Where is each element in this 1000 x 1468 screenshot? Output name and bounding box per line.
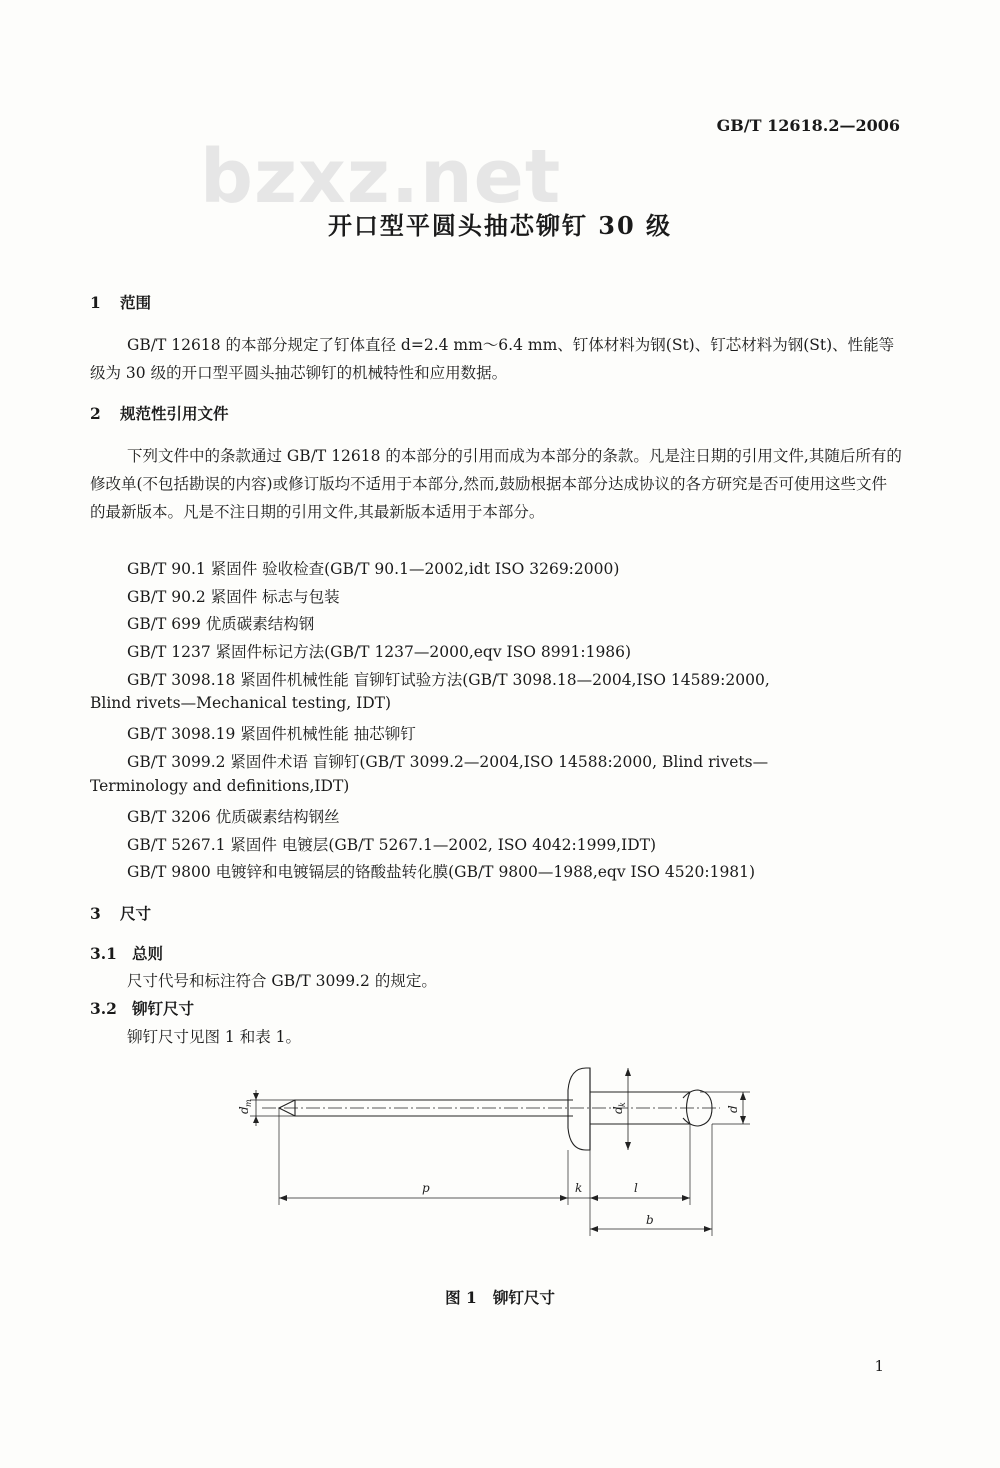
page-number: 1 [874,1357,884,1375]
reference-item: GB/T 90.2 紧固件 标志与包装 [127,588,340,606]
reference-item: GB/T 5267.1 紧固件 电镀层(GB/T 5267.1—2002, ISO 4042:1999,IDT) [127,836,657,854]
section-heading-text: 铆钉尺寸 [132,999,195,1018]
section-1-text: GB/T 12618 的本部分规定了钉体直径 d=2.4 mm～6.4 mm、钉体材料为钢(St)、钉芯材料为钢(St)、性能等级为 30 级的开口型平圆头抽芯铆钉的机械特性和应用数据。 [90,336,895,382]
standard-code: GB/T 12618.2—2006 [716,116,900,135]
reference-item: GB/T 699 优质碳素结构钢 [127,615,315,633]
reference-item-continued: Terminology and definitions,IDT) [90,777,350,795]
section-heading-text: 总则 [132,944,164,963]
section-number: 3 [90,904,101,923]
reference-item: GB/T 3206 优质碳素结构钢丝 [127,808,340,826]
label-b: b [646,1213,654,1227]
reference-item: GB/T 3099.2 紧固件术语 盲铆钉(GB/T 3099.2—2004,ISO 14588:2000, Blind rivets— [127,753,769,771]
reference-item: GB/T 3098.18 紧固件机械性能 盲铆钉试验方法(GB/T 3098.18—2004,ISO 14589:2000, [127,671,770,689]
section-3-1-text: 尺寸代号和标注符合 GB/T 3099.2 的规定。 [127,972,437,990]
label-d: d [726,1105,740,1113]
page-title: 开口型平圆头抽芯铆钉 30 级 [327,211,673,240]
section-number: 3.2 [90,999,117,1018]
section-heading-text: 尺寸 [120,904,152,923]
figure-caption [0,1286,1000,1308]
figure-caption-number: 图 1 [445,1288,477,1307]
reference-item: GB/T 1237 紧固件标记方法(GB/T 1237—2000,eqv ISO 8991:1986) [127,643,632,661]
label-dk-sub: k [618,1102,627,1107]
label-dk: d [611,1106,625,1114]
watermark: bzxz.net [200,134,562,220]
reference-item: GB/T 9800 电镀锌和电镀镉层的铬酸盐转化膜(GB/T 9800—1988,eqv ISO 4520:1981) [127,863,756,881]
section-heading-text: 范围 [120,293,152,312]
reference-item: GB/T 90.1 紧固件 验收检查(GB/T 90.1—2002,idt ISO 3269:2000) [127,560,620,578]
figure-caption-text: 铆钉尺寸 [492,1288,555,1307]
reference-item: GB/T 3098.19 紧固件机械性能 抽芯铆钉 [127,725,416,743]
section-2-intro: 下列文件中的条款通过 GB/T 12618 的本部分的引用而成为本部分的条款。凡是注日期的引用文件,其随后所有的修改单(不包括勘误的内容)或修订版均不适用于本部分,然而,鼓励根据本部分达成协议的各方研究是否可使用这些文件的最新版本。凡是不注日期的引用文件,其最新版本适用于本部分。 [90,447,902,521]
label-p: p [422,1181,430,1195]
rivet-head [568,1068,590,1150]
section-heading-text: 规范性引用文件 [120,404,229,423]
label-dm: d [237,1106,251,1114]
label-dm-sub: m [244,1099,253,1107]
section-number: 2 [90,404,101,423]
section-number: 1 [90,293,101,312]
label-k: k [575,1181,583,1195]
reference-item-continued: Blind rivets—Mechanical testing, IDT) [90,694,392,712]
label-l: l [634,1181,638,1195]
section-number: 3.1 [90,944,117,963]
section-3-2-text: 铆钉尺寸见图 1 和表 1。 [127,1028,302,1046]
